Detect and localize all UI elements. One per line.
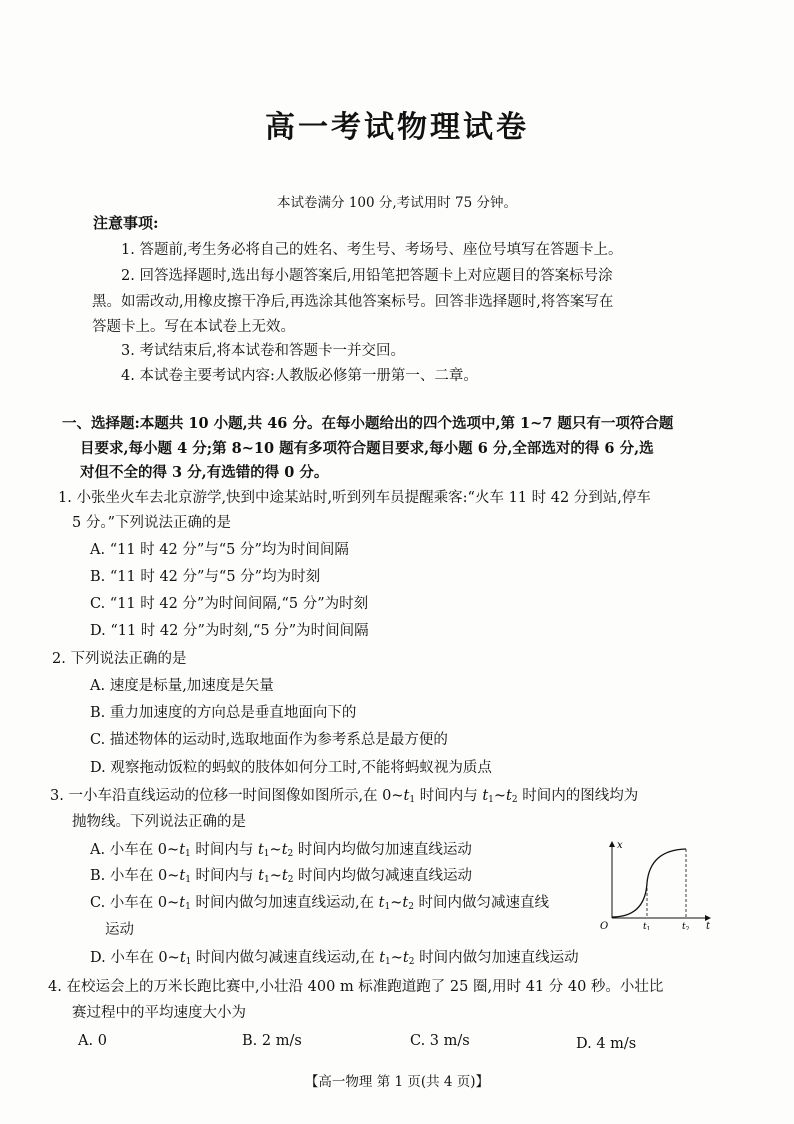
option-b: B. 2 m/s bbox=[242, 1033, 302, 1049]
notice-line: 黑。如需改动,用橡皮擦干净后,再选涂其他答案标号。回答非选择题时,将答案写在 bbox=[92, 294, 614, 310]
section-heading: 对但不全的得 3 分,有选错的得 0 分。 bbox=[80, 464, 329, 481]
option-d: D. 观察拖动饭粒的蚂蚁的肢体如何分工时,不能将蚂蚁视为质点 bbox=[90, 760, 492, 776]
question-stem: 3. 一小车沿直线运动的位移一时间图像如图所示,在 $0\sim t_1$ 时间内与 $t_1\sim t_2$ 时间内的图线均为 bbox=[50, 788, 639, 805]
option-a: A. 小车在 $0\sim t_1$ 时间内与 $t_1\sim t_2$ 时间内均做匀加速直线运动 bbox=[90, 842, 472, 859]
option-c: C. 小车在 $0\sim t_1$ 时间内做匀加速直线运动,在 $t_1\sim t_2$ 时间内做匀减速直线 bbox=[90, 895, 550, 912]
t2-label: $t_2$ bbox=[682, 922, 690, 930]
page-title: 高一考试物理试卷 bbox=[265, 110, 529, 145]
option-b: B. “11 时 42 分”与“5 分”均为时刻 bbox=[90, 569, 321, 585]
option-b: B. 小车在 $0\sim t_1$ 时间内与 $t_1\sim t_2$ 时间内均做匀减速直线运动 bbox=[90, 868, 473, 885]
notice-line: 2. 回答选择题时,选出每小题答案后,用铅笔把答题卡上对应题目的答案标号涂 bbox=[121, 268, 613, 284]
origin-label: O bbox=[600, 921, 609, 930]
option-b: B. 重力加速度的方向总是垂直地面向下的 bbox=[90, 705, 357, 721]
option-c-continued: 运动 bbox=[105, 922, 134, 938]
question-stem: 抛物线。下列说法正确的是 bbox=[72, 814, 246, 830]
position-time-graph bbox=[598, 838, 716, 930]
option-a: A. 速度是标量,加速度是矢量 bbox=[90, 678, 274, 694]
option-c: C. 描述物体的运动时,选取地面作为参考系总是最方便的 bbox=[90, 732, 448, 748]
option-d: D. “11 时 42 分”为时刻,“5 分”为时间间隔 bbox=[90, 623, 369, 639]
section-heading: 目要求,每小题 4 分;第 8~10 题有多项符合题目要求,每小题 6 分,全部选对的得 6 分,选 bbox=[80, 440, 654, 457]
option-a: A. 0 bbox=[78, 1033, 107, 1049]
option-a: A. “11 时 42 分”与“5 分”均为时间间隔 bbox=[90, 542, 349, 558]
section-heading: 一、选择题:本题共 10 小题,共 46 分。在每小题给出的四个选项中,第 1~7 题只有一项符合题 bbox=[62, 415, 674, 432]
question-stem: 5 分。”下列说法正确的是 bbox=[72, 515, 231, 531]
option-c: C. 3 m/s bbox=[410, 1033, 470, 1049]
notice-line: 3. 考试结束后,将本试卷和答题卡一并交回。 bbox=[121, 343, 406, 359]
curve bbox=[612, 849, 686, 917]
question-stem: 1. 小张坐火车去北京游学,快到中途某站时,听到列车员提醒乘客:“火车 11 时 42 分到站,停车 bbox=[58, 490, 651, 506]
notice-line: 4. 本试卷主要考试内容:人教版必修第一册第一、二章。 bbox=[121, 368, 478, 384]
question-stem: 4. 在校运会上的万米长跑比赛中,小壮沿 400 m 标准跑道跑了 25 圈,用时 41 分 40 秒。小壮比 bbox=[48, 979, 664, 995]
notice-line: 答题卡上。写在本试卷上无效。 bbox=[92, 319, 295, 335]
notice-line: 1. 答题前,考生务必将自己的姓名、考生号、考场号、座位号填写在答题卡上。 bbox=[121, 242, 623, 258]
question-stem: 2. 下列说法正确的是 bbox=[52, 651, 187, 667]
notice-heading: 注意事项: bbox=[93, 214, 159, 232]
option-d: D. 4 m/s bbox=[576, 1036, 637, 1052]
page-footer: 【高一物理 第 1 页(共 4 页)】 bbox=[304, 1074, 490, 1090]
question-stem: 赛过程中的平均速度大小为 bbox=[72, 1005, 246, 1021]
option-c: C. “11 时 42 分”为时间间隔,“5 分”为时刻 bbox=[90, 596, 369, 612]
t1-label: $t_1$ bbox=[643, 922, 651, 930]
option-d: D. 小车在 $0\sim t_1$ 时间内做匀减速直线运动,在 $t_1\sim t_2$ 时间内做匀加速直线运动 bbox=[90, 950, 579, 967]
y-axis-label: x bbox=[617, 840, 623, 851]
exam-info: 本试卷满分 100 分,考试用时 75 分钟。 bbox=[277, 195, 517, 211]
x-axis-label: t bbox=[706, 921, 711, 930]
